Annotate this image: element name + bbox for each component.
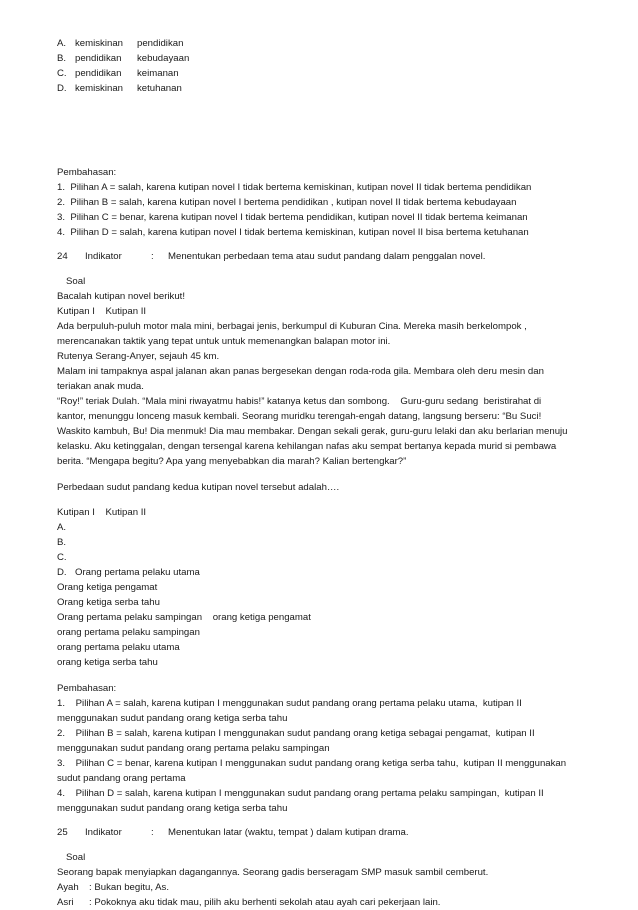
option-line: Orang ketiga pengamat xyxy=(57,582,158,593)
option-line: Orang pertama pelaku sampingan orang ketiga pengamat xyxy=(57,612,311,623)
pembahasan-line: 2. Pilihan B = salah, karena kutipan I menggunakan sudut pandang orang ketiga sebagai pengamat, kutipan II xyxy=(57,728,535,739)
text-line: Malam ini tampaknya aspal jalanan akan panas bergesekan dengan roda-roda gila. Membara oleh deru mesin dan xyxy=(57,366,544,377)
pembahasan-line: menggunakan sudut pandang orang ketiga serba tahu xyxy=(57,713,288,724)
option-line: orang pertama pelaku sampingan xyxy=(57,627,200,638)
text-line: Ada berpuluh-puluh motor mala mini, berbagai jenis, berkumpul di Kuburan Cina. Mereka masih berkelompok , xyxy=(57,321,527,332)
pembahasan-heading: Pembahasan: xyxy=(57,167,117,178)
pembahasan-heading: Pembahasan: xyxy=(57,683,117,694)
pembahasan-item: 4. Pilihan D = salah, karena kutipan novel I tidak bertema kemiskinan, kutipan novel II bisa bertema ketuhanan xyxy=(57,227,529,238)
text-line: Bacalah kutipan novel berikut! xyxy=(57,291,185,302)
text-line: teriakan anak muda. xyxy=(57,381,144,392)
option-line: Orang ketiga serba tahu xyxy=(57,597,160,608)
pembahasan-item: 2. Pilihan B = salah, karena kutipan novel I bertema pendidikan , kutipan novel II tidak bertema kebudayaan xyxy=(57,197,517,208)
question-text: Perbedaan sudut pandang kedua kutipan novel tersebut adalah…. xyxy=(57,482,340,493)
pembahasan-line: menggunakan sudut pandang orang ketiga serba tahu xyxy=(57,803,288,814)
text-line: berita. “Mengapa begitu? Apa yang menyebabkan dia marah? Kalian bertengkar?” xyxy=(57,456,407,467)
text-line: Waskito kambuh, Bu! Dia menmuk! Dia mau membakar. Dengan sekali gerak, guru-guru lelaki dan aku berlarian menuju xyxy=(57,426,568,437)
option-row: D. kemiskinan ketuhanan xyxy=(57,83,182,94)
text-line: “Roy!” teriak Dulah. “Mala mini riwayatmu habis!” katanya ketus dan sombong. Guru-guru sedang beristirahat di xyxy=(57,396,542,407)
option-letter: B. xyxy=(57,537,67,548)
soal-label: Soal xyxy=(66,852,86,863)
indikator-row: 24 Indikator : Menentukan perbedaan tema atau sudut pandang dalam penggalan novel. xyxy=(57,251,486,262)
table-header: Kutipan I Kutipan II xyxy=(57,507,147,518)
dialogue-line: Ayah : Bukan begitu, As. xyxy=(57,882,170,893)
text-line: Seorang bapak menyiapkan dagangannya. Seorang gadis berseragam SMP masuk sambil cemberut. xyxy=(57,867,489,878)
text-line: Rutenya Serang-Anyer, sejauh 45 km. xyxy=(57,351,220,362)
option-row: A. kemiskinan pendidikan xyxy=(57,38,184,49)
pembahasan-line: 4. Pilihan D = salah, karena kutipan I menggunakan sudut pandang orang pertama pelaku sampingan, kutipan II xyxy=(57,788,544,799)
pembahasan-line: 3. Pilihan C = benar, karena kutipan I menggunakan sudut pandang orang ketiga serba tahu, kutipan II menggunakan xyxy=(57,758,567,769)
option-line: orang ketiga serba tahu xyxy=(57,657,158,668)
pembahasan-line: menggunakan sudut pandang orang pertama pelaku sampingan xyxy=(57,743,330,754)
text-line: Kutipan I Kutipan II xyxy=(57,306,147,317)
indikator-row: 25 Indikator : Menentukan latar (waktu, tempat ) dalam kutipan drama. xyxy=(57,827,409,838)
pembahasan-line: sudut pandang orang pertama xyxy=(57,773,186,784)
option-letter: A. xyxy=(57,522,67,533)
soal-label: Soal xyxy=(66,276,86,287)
option-line: orang pertama pelaku utama xyxy=(57,642,180,653)
text-line: kantor, menunggu lonceng masuk kembali. Seorang muridku terengah-engah datang, langsung berseru: “Bu Suci! xyxy=(57,411,542,422)
text-line: merencanakan taktik yang tepat untuk untuk memenangkan balapan motor ini. xyxy=(57,336,391,347)
pembahasan-line: 1. Pilihan A = salah, karena kutipan I menggunakan sudut pandang orang pertama pelaku utama, kutipan II xyxy=(57,698,522,709)
pembahasan-item: 1. Pilihan A = salah, karena kutipan novel I tidak bertema kemiskinan, kutipan novel II tidak bertema pendidikan xyxy=(57,182,532,193)
option-row: D. Orang pertama pelaku utama xyxy=(57,567,200,578)
text-line: kelasku. Aku ketinggalan, dengan tersengal karena kehilangan nafas aku sempat bertanya kepada murid si pembawa xyxy=(57,441,557,452)
pembahasan-item: 3. Pilihan C = benar, karena kutipan novel I tidak bertema pendidikan, kutipan novel II tidak bertema keimanan xyxy=(57,212,528,223)
dialogue-line: Asri : Pokoknya aku tidak mau, pilih aku berhenti sekolah atau ayah cari pekerjaan lain. xyxy=(57,897,441,908)
option-row: B. pendidikan kebudayaan xyxy=(57,53,190,64)
option-row: C. pendidikan keimanan xyxy=(57,68,179,79)
option-letter: C. xyxy=(57,552,67,563)
